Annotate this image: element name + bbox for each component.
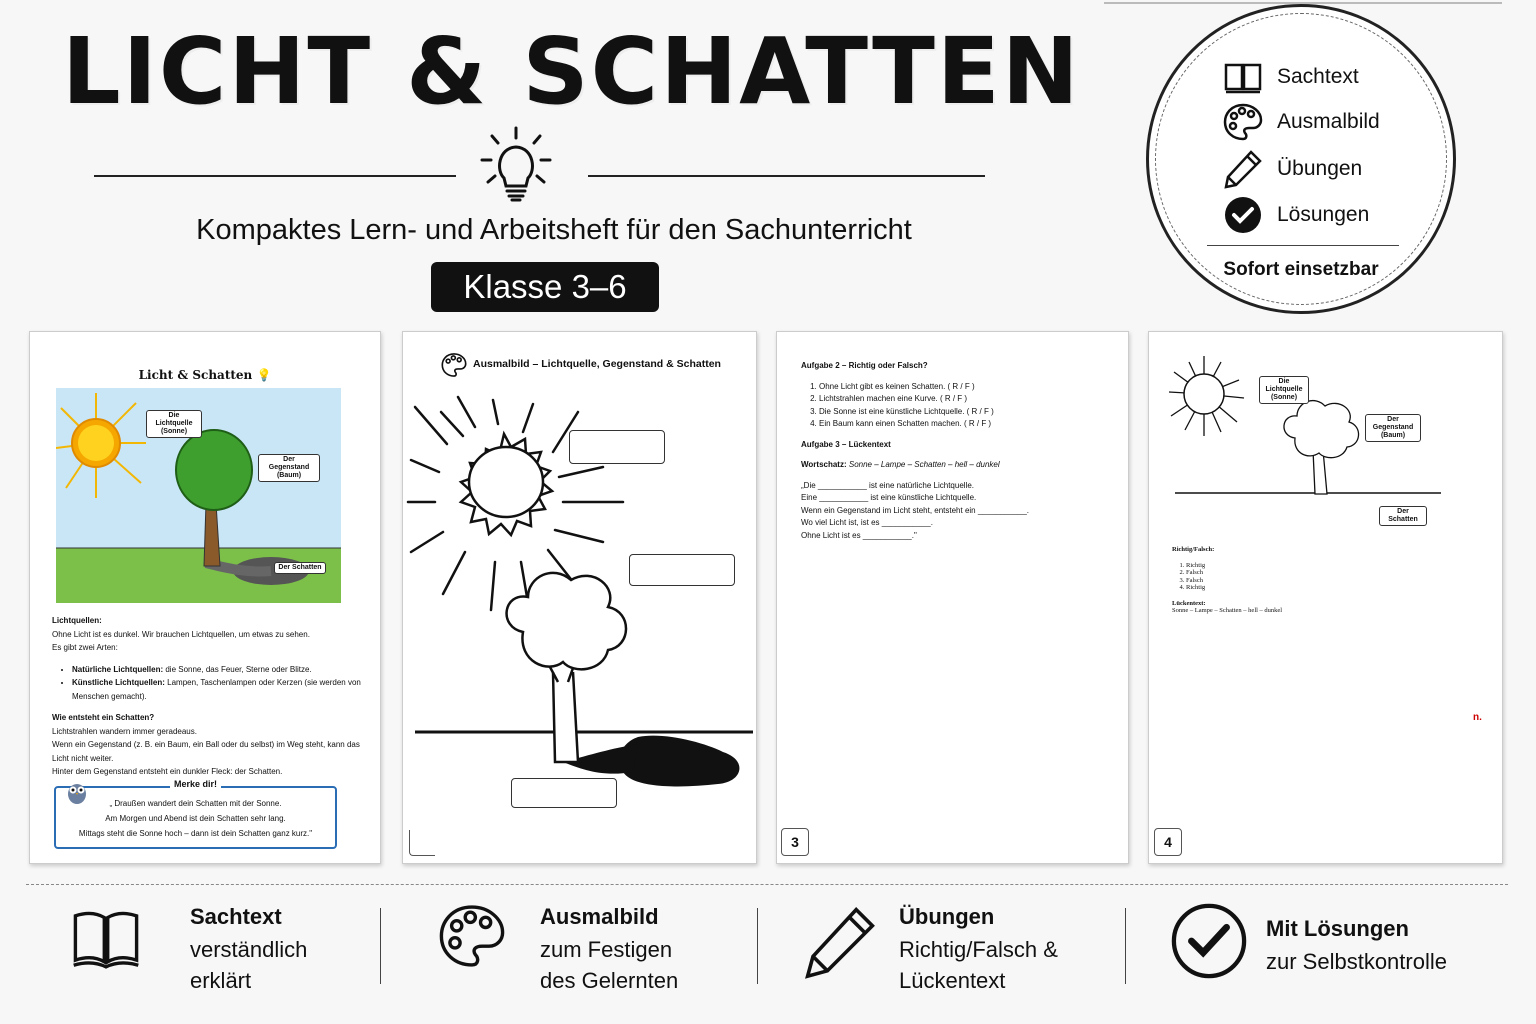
feature-ausmalbild (438, 898, 738, 998)
feature-separator (757, 908, 758, 984)
paragraph: Wenn ein Gegenstand (z. B. ein Baum, ein Ball oder du selbst) im Weg steht, kann das Licht nicht weiter. (52, 740, 360, 763)
paragraph: Ohne Licht ist es dunkel. Wir brauchen Lichtquellen, um etwas zu sehen. (52, 629, 310, 639)
solution-text (1172, 546, 1282, 615)
blank-label-box (629, 554, 735, 586)
section-heading: Lichtquellen: (52, 616, 102, 625)
merke-box (54, 779, 337, 849)
divider-dashed (26, 884, 1508, 885)
cloze-line: Ohne Licht ist es ___________." (801, 530, 917, 540)
label-object: Der Gegenstand (Baum) (258, 454, 320, 482)
feature-desc (540, 934, 678, 996)
feature-title: Übungen (899, 904, 995, 929)
paragraph: Lichtstrahlen wandern immer geradeaus. (52, 726, 197, 736)
lightbulb-icon (478, 126, 554, 206)
bullet-term: Künstliche Lichtquellen: (72, 678, 165, 687)
feature-loesungen (1170, 898, 1500, 998)
list-item: 1. Ohne Licht gibt es keinen Schatten. ( R / F ) (819, 381, 1121, 394)
list-item: 1. Richtig (1186, 562, 1282, 570)
blank-label-box (511, 778, 617, 808)
solution-heading: Richtig/Falsch: (1172, 546, 1215, 553)
task-heading: Aufgabe 3 – Lückentext (801, 439, 891, 449)
task-heading: Aufgabe 2 – Richtig oder Falsch? (801, 361, 928, 370)
seal-label: Sachtext (1277, 65, 1359, 88)
feature-line: verständlich (190, 937, 308, 962)
list-item (72, 663, 362, 677)
divider-right (588, 175, 985, 177)
cloze-line: Wenn ein Gegenstand im Licht steht, entsteht ein ___________. (801, 505, 1030, 515)
preview-page-sachtext (29, 331, 381, 864)
list-item: 3. Falsch (1186, 577, 1282, 585)
list-item: 3. Die Sonne ist eine künstliche Lichtquelle. ( R / F ) (819, 406, 1121, 419)
sheet-title: Ausmalbild – Lichtquelle, Gegenstand & Schatten (473, 358, 721, 370)
feature-title: Sachtext (190, 904, 282, 929)
feature-desc (899, 934, 1058, 996)
sachtext-body (52, 614, 362, 779)
pencil-icon (804, 902, 876, 982)
bullet-text: die Sonne, das Feuer, Sterne oder Blitze. (163, 664, 312, 674)
seal-item-loesungen (1223, 195, 1369, 235)
palette-icon (441, 352, 467, 378)
cloze-line: Eine ___________ ist eine künstliche Lichtquelle. (801, 493, 977, 502)
label-object: Der Gegenstand (Baum) (1365, 414, 1421, 442)
pencil-icon (1223, 149, 1263, 189)
seal-item-sachtext (1223, 57, 1359, 97)
label-shadow: Der Schatten (1379, 506, 1427, 526)
contents-seal (1146, 4, 1456, 314)
seal-item-ausmalbild (1223, 102, 1380, 142)
feature-separator (380, 908, 381, 984)
label-light-source: Die Lichtquelle (Sonne) (1259, 376, 1309, 404)
feature-title: Mit Lösungen (1266, 916, 1409, 941)
feature-line: Richtig/Falsch & (899, 937, 1058, 962)
subtitle: Kompaktes Lern- und Arbeitsheft für den Sachunterricht (196, 214, 912, 246)
solution-line: Sonne – Lampe – Schatten – hell – dunkel (1172, 607, 1283, 614)
palette-icon (1223, 102, 1263, 142)
feature-line: zur Selbstkontrolle (1266, 949, 1447, 974)
seal-label: Übungen (1277, 157, 1363, 180)
seal-footer: Sofort einsetzbar (1223, 259, 1379, 280)
merke-line: Am Morgen und Abend ist dein Schatten sehr lang. (105, 814, 286, 823)
feature-line: des Gelernten (540, 968, 679, 993)
book-icon (72, 902, 140, 974)
section-heading: Wie entsteht ein Schatten? (52, 713, 155, 722)
list-item: 4. Ein Baum kann einen Schatten machen. ( R / F ) (819, 418, 1121, 431)
merke-line: Mittags steht die Sonne hoch – dann ist dein Schatten ganz kurz." (78, 829, 313, 838)
merke-title: Merke dir! (170, 779, 221, 789)
page-corner (409, 830, 435, 856)
divider-left (94, 175, 456, 177)
list-item: 2. Lichtstrahlen machen eine Kurve. ( R / F ) (819, 393, 1121, 406)
check-circle-icon (1170, 902, 1248, 980)
seal-item-uebungen (1223, 149, 1362, 189)
paragraph: Hinter dem Gegenstand entsteht ein dunkler Fleck: der Schatten. (52, 767, 283, 776)
merke-line: „ Draußen wandert dein Schatten mit der Sonne. (109, 799, 282, 808)
grade-badge: Klasse 3–6 (431, 262, 659, 312)
feature-desc (1266, 946, 1447, 977)
feature-line: erklärt (190, 968, 252, 993)
bullet-term: Natürliche Lichtquellen: (72, 664, 164, 674)
page-number: 4 (1154, 828, 1182, 856)
preview-page-uebungen (776, 331, 1129, 864)
blank-label-box (569, 430, 665, 464)
check-circle-icon (1223, 195, 1263, 235)
cloze-line: Wo viel Licht ist, ist es ___________. (801, 518, 933, 527)
feature-desc (190, 934, 307, 996)
seal-label: Lösungen (1277, 203, 1370, 226)
wortschatz-label: Wortschatz: (801, 460, 847, 469)
label-shadow: Der Schatten (274, 562, 326, 574)
list-item (72, 676, 362, 703)
preview-page-ausmalbild (402, 331, 757, 864)
preview-page-loesungen (1148, 331, 1503, 864)
wortschatz-words: Sonne – Lampe – Schatten – hell – dunkel (848, 460, 1000, 469)
list-item: 4. Richtig (1186, 584, 1282, 592)
sheet-title: Licht & Schatten 💡 (138, 368, 272, 382)
seal-divider (1207, 245, 1399, 246)
book-icon (1223, 57, 1263, 97)
stray-mark: n. (1473, 712, 1482, 723)
bullet-text: Lampen, Taschenlampen oder Kerzen (sie werden von Menschen gemacht). (72, 678, 361, 701)
page-title: LICHT & SCHATTEN (62, 18, 1081, 125)
list-item: 2. Falsch (1186, 569, 1282, 577)
palette-icon (438, 902, 506, 970)
solution-heading: Lückentext: (1172, 599, 1206, 607)
label-light-source: Die Lichtquelle (Sonne) (146, 410, 202, 438)
paragraph: Es gibt zwei Arten: (52, 643, 118, 652)
feature-line: Lückentext (899, 968, 1006, 993)
exercise-body (801, 360, 1121, 542)
feature-sachtext (72, 898, 372, 998)
cloze-line: „Die ___________ ist eine natürliche Lichtquelle. (801, 480, 975, 490)
seal-label: Ausmalbild (1277, 110, 1380, 133)
feature-separator (1125, 908, 1126, 984)
solution-illustration (1149, 332, 1503, 532)
page-number: 3 (781, 828, 809, 856)
feature-line: zum Festigen (540, 937, 673, 962)
feature-title: Ausmalbild (540, 904, 659, 929)
feature-uebungen (804, 898, 1104, 998)
